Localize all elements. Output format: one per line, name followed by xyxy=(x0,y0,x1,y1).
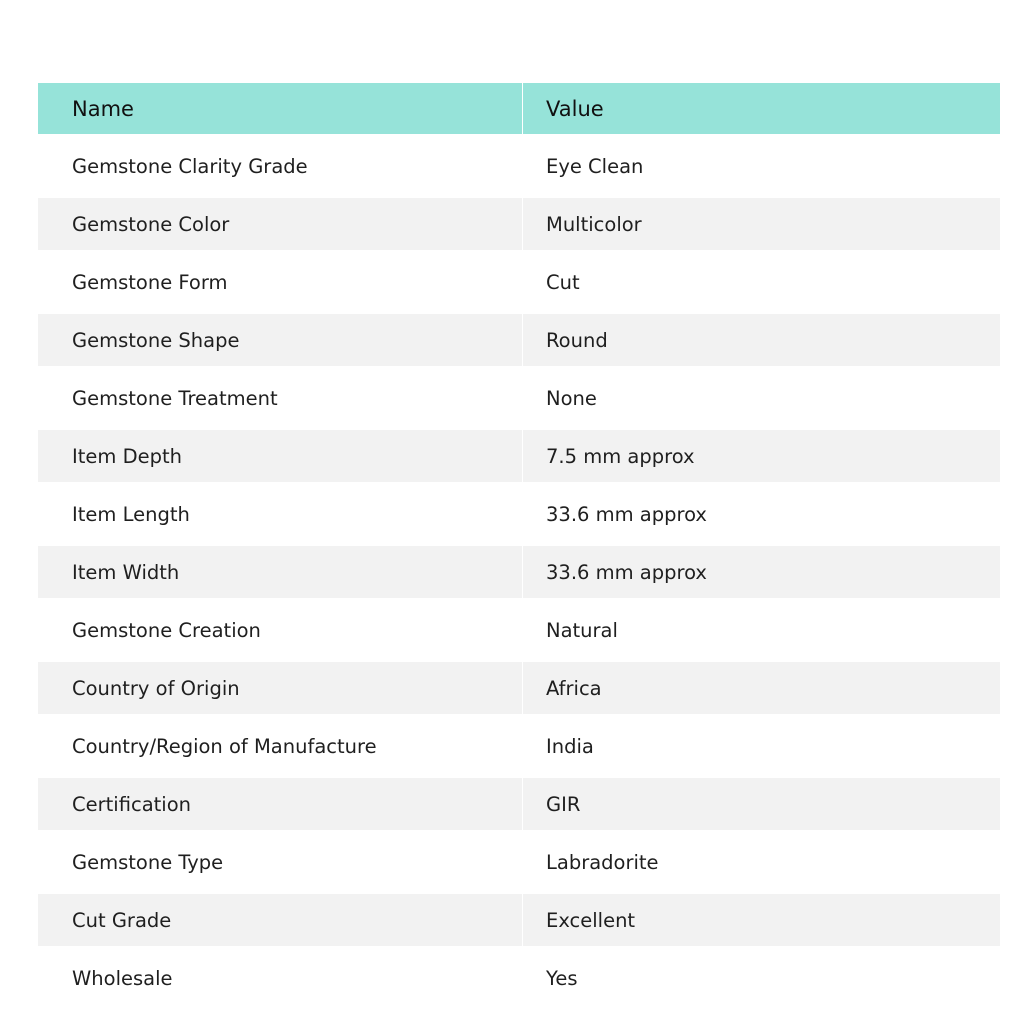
row-value-cell: None xyxy=(546,386,597,410)
table-row xyxy=(38,256,1000,308)
row-name-cell: Gemstone Clarity Grade xyxy=(38,140,523,192)
row-value-cell: 7.5 mm approx xyxy=(546,444,695,468)
table-row xyxy=(38,662,1000,714)
row-name-cell: Item Length xyxy=(38,488,523,540)
row-name-cell: Cut Grade xyxy=(38,894,523,946)
row-name-cell: Gemstone Shape xyxy=(38,314,523,366)
header-name: Name xyxy=(38,83,523,134)
row-value-cell: 33.6 mm approx xyxy=(546,560,707,584)
row-value-cell: Multicolor xyxy=(546,212,642,236)
row-value-cell: Round xyxy=(546,328,608,352)
table-row xyxy=(38,894,1000,946)
row-value-cell: Africa xyxy=(546,676,602,700)
row-name-cell: Country of Origin xyxy=(38,662,523,714)
row-name-cell: Country/Region of Manufacture xyxy=(38,720,523,772)
table-row xyxy=(38,140,1000,192)
table-row xyxy=(38,720,1000,772)
row-value-cell: Natural xyxy=(546,618,618,642)
row-name-cell: Wholesale xyxy=(38,952,523,1004)
table-row xyxy=(38,198,1000,250)
row-value-cell: Cut xyxy=(546,270,580,294)
table-body xyxy=(38,134,1000,1004)
row-name-cell: Gemstone Creation xyxy=(38,604,523,656)
table-row xyxy=(38,314,1000,366)
row-name-cell: Gemstone Type xyxy=(38,836,523,888)
row-name-cell: Item Width xyxy=(38,546,523,598)
table-row xyxy=(38,430,1000,482)
table-row xyxy=(38,488,1000,540)
row-value-cell: Labradorite xyxy=(546,850,659,874)
table-row xyxy=(38,836,1000,888)
row-name-cell: Gemstone Form xyxy=(38,256,523,308)
row-value-cell: Excellent xyxy=(546,908,636,932)
row-name-cell: Item Depth xyxy=(38,430,523,482)
header-value: Value xyxy=(546,96,604,121)
row-name-cell: Gemstone Color xyxy=(38,198,523,250)
table-row xyxy=(38,604,1000,656)
table-row xyxy=(38,778,1000,830)
row-name-cell: Gemstone Treatment xyxy=(38,372,523,424)
row-value-cell: Yes xyxy=(546,966,578,990)
table-row xyxy=(38,372,1000,424)
spec-table xyxy=(38,83,1000,1010)
table-row xyxy=(38,952,1000,1004)
table-header-row xyxy=(38,83,1000,134)
row-name-cell: Certification xyxy=(38,778,523,830)
row-value-cell: India xyxy=(546,734,594,758)
row-value-cell: GIR xyxy=(546,792,581,816)
row-value-cell: 33.6 mm approx xyxy=(546,502,707,526)
row-value-cell: Eye Clean xyxy=(546,154,644,178)
table-row xyxy=(38,546,1000,598)
